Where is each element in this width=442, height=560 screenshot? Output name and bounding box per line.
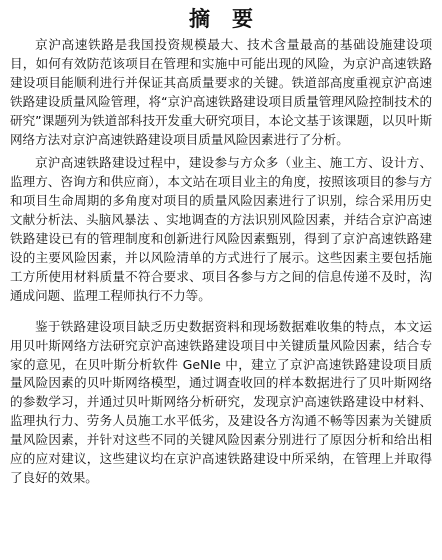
abstract-title: 摘要	[189, 7, 275, 31]
abstract-paragraph-1: 京沪高速铁路是我国投资规模最大、技术含量最高的基础设施建设项目，如何有效防范该项目在管理和实施中可能出现的风险，为京沪高速铁路建设项目能顺利进行并保证其高质量要求的关键。铁道部高度重视京沪高速铁路建设质量风险管理，将“京沪高速铁路建设项目质量管理风险控制技术的研究”课题列为铁道部科技开发重大研究项目，本论文基于该课题，以贝叶斯网络方法对京沪高速铁路建设项目质量风险因素进行了分析。	[10, 37, 432, 147]
abstract-paragraph-2: 京沪高速铁路建设过程中，建设参与方众多（业主、施工方、设计方、监理方、咨询方和供应商），本文站在项目业主的角度，按照该项目的参与方和项目生命周期的多角度对项目的质量风险因素进行了识别，综合采用历史文献分析法、头脑风暴法 、实地调查的方法识别风险因素，并结合京沪高速铁路建设已有的管理制度和创新进行风险因素甄别，得到了京沪高速铁路建设的主要风险因素，并以风险清单的方式进行了展示。这些因素主要包括施工方所使用材料质量不符合要求、项目各参与方之间的信息传递不及时，沟通成问题、监理工程师执行不力等。	[10, 155, 432, 303]
abstract-paragraph-3: 鉴于铁路建设项目缺乏历史数据资料和现场数据难收集的特点，本文运用贝叶斯网络方法研究京沪高速铁路建设项目中关键质量风险因素，结合专家的意见，在贝叶斯分析软件 GeNIe 中，建立了京沪高速铁路建设项目质量风险因素的贝叶斯网络模型，通过调查收回的样本数据进行了贝叶斯网络的参数学习，并通过贝叶斯网络分析研究，发现京沪高速铁路建设中材料、监理执行力、劳务人员施工水平低劣，及建设各方沟通不畅等因素为关键质量风险因素，并针对这些不同的关键风险因素分别进行了原因分析和给出相应的应对建议，这些建议均在京沪高速铁路建设中所采纳，在管理上并取得了良好的效果。	[10, 318, 432, 485]
